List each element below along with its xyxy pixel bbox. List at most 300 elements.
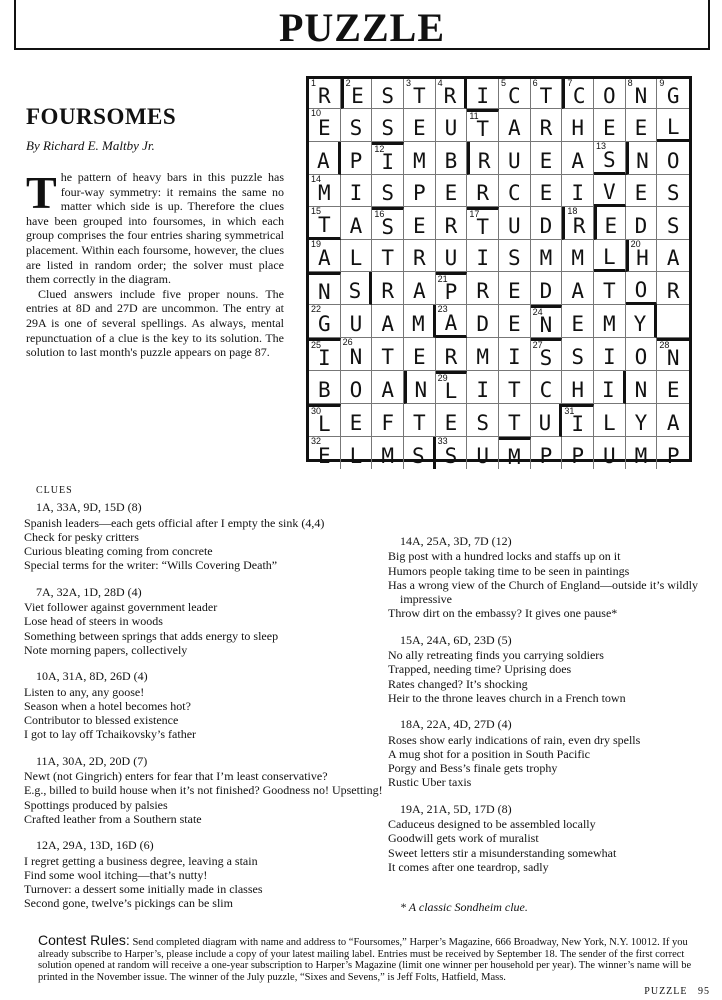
grid-letter: U	[507, 213, 521, 238]
grid-letter: R	[444, 213, 458, 238]
clue-number: 7	[567, 78, 573, 88]
footnote: * A classic Sondheim clue.	[400, 900, 528, 914]
grid-letter: S	[348, 278, 362, 303]
grid-letter: E	[539, 148, 553, 173]
clue-number: 24	[532, 307, 543, 317]
grid-cell	[372, 79, 404, 109]
grid-cell	[404, 272, 436, 305]
grid-letter: E	[666, 377, 680, 402]
clue-number: 11	[469, 111, 479, 121]
grid-letter: S	[381, 84, 394, 108]
grid-letter: A	[571, 278, 584, 303]
clue-group-ids: 1A, 33A, 9D, 15D (8)	[36, 500, 142, 515]
grid-cell	[562, 338, 594, 371]
grid-letter: R	[412, 246, 426, 270]
clue-text: Contributor to blessed existence	[24, 713, 179, 728]
clue-text: Newt (not Gingrich) enters for fear that I’m least conservative?	[24, 769, 328, 784]
grid-cell	[531, 371, 563, 404]
clue-text: Spanish leaders—each gets official after I empty the sink (4,4)	[24, 515, 325, 530]
grid-letter: S	[444, 443, 458, 468]
grid-cell	[499, 371, 531, 404]
intro-column	[26, 104, 284, 360]
clue-group	[388, 534, 700, 621]
clue-text: Humors people taking time to be seen in paintings	[388, 563, 630, 578]
grid-cell	[372, 272, 404, 305]
grid-letter: I	[571, 181, 584, 205]
grid-letter: R	[539, 115, 553, 140]
grid-cell	[562, 272, 594, 305]
grid-letter: N	[318, 280, 331, 304]
contest-rules-label: Contest Rules:	[38, 932, 130, 948]
clue-number: 13	[595, 141, 606, 151]
grid-cell	[309, 207, 341, 240]
grid-letter: S	[381, 115, 394, 140]
grid-letter: R	[318, 84, 331, 108]
grid-cell	[436, 175, 468, 207]
grid-cell	[626, 437, 658, 469]
grid-letter: R	[444, 344, 458, 369]
grid-letter: E	[604, 213, 618, 238]
grid-cell	[467, 79, 499, 109]
grid-letter: A	[444, 310, 458, 335]
grid-letter: A	[412, 278, 426, 303]
clue-group-ids: 11A, 30A, 2D, 20D (7)	[36, 753, 148, 768]
grid-cell	[309, 371, 341, 404]
grid-cell	[626, 109, 658, 142]
grid-cell	[404, 142, 436, 175]
grid-letter: M	[507, 445, 521, 469]
grid-cell	[467, 371, 499, 404]
clue-number: 4	[437, 78, 443, 88]
clue-text: Heir to the throne leaves church in a French town	[388, 690, 626, 705]
grid-cell	[562, 79, 594, 109]
grid-letter: U	[444, 246, 458, 270]
grid-letter: S	[666, 213, 680, 238]
clue-group-ids: 12A, 29A, 13D, 16D (6)	[36, 838, 154, 853]
grid-cell	[531, 79, 563, 109]
grid-cell	[309, 79, 341, 109]
grid-letter: E	[412, 115, 426, 140]
clue-number: 18	[567, 206, 578, 216]
grid-cell	[436, 207, 468, 240]
grid-letter: L	[349, 246, 363, 270]
grid-letter: T	[412, 410, 426, 435]
grid-letter: I	[476, 246, 489, 270]
grid-letter: I	[318, 346, 331, 370]
grid-letter: U	[444, 115, 458, 140]
grid-cell	[657, 175, 689, 207]
grid-cell	[341, 305, 373, 338]
clue-number: 26	[342, 337, 353, 347]
grid-letter: E	[412, 344, 426, 369]
grid-letter: A	[666, 410, 680, 435]
page-footer	[644, 986, 710, 997]
grid-cell	[467, 305, 499, 338]
grid-letter: U	[507, 148, 521, 173]
clue-number: 15	[311, 206, 322, 216]
grid-cell	[531, 240, 563, 272]
grid-letter: Y	[634, 410, 648, 435]
grid-cell	[626, 79, 658, 109]
clue-text: Turnover: a dessert some initially made in classes	[24, 882, 263, 897]
grid-letter: E	[507, 311, 521, 336]
grid-letter: T	[476, 117, 489, 141]
grid-cell	[436, 338, 468, 371]
grid-cell	[531, 175, 563, 207]
grid-letter: A	[349, 213, 363, 238]
grid-cell	[341, 79, 373, 109]
grid-cell	[467, 272, 499, 305]
grid-cell	[499, 272, 531, 305]
grid-cell	[531, 404, 563, 437]
grid-letter: L	[666, 114, 680, 139]
grid-cell	[436, 79, 468, 109]
crossword-grid	[306, 76, 692, 469]
grid-letter: E	[507, 278, 521, 303]
grid-cell	[436, 142, 468, 175]
grid-letter: L	[349, 443, 363, 468]
grid-cell	[594, 207, 626, 240]
grid-cell	[341, 109, 373, 142]
grid-cell	[657, 272, 689, 305]
grid-cell	[657, 142, 689, 175]
grid-letter: I	[507, 344, 521, 369]
grid-letter: L	[444, 379, 458, 403]
clue-group	[388, 717, 700, 790]
grid-letter: N	[666, 346, 680, 370]
clue-number: 32	[311, 436, 322, 446]
grid-cell	[499, 240, 531, 272]
grid-letter: R	[381, 278, 394, 303]
grid-letter: B	[318, 377, 331, 402]
clue-text: Curious bleating coming from concrete	[24, 544, 213, 559]
grid-letter: U	[476, 443, 489, 468]
grid-cell	[657, 79, 689, 109]
clue-group	[24, 584, 396, 657]
clue-text: Goodwill gets work of muralist	[388, 831, 539, 846]
grid-letter: I	[349, 181, 363, 205]
grid-letter: S	[411, 443, 425, 468]
clue-number: 27	[532, 340, 543, 350]
grid-cell	[594, 305, 626, 338]
clue-text: Second gone, twelve’s pickings can be slim	[24, 896, 233, 911]
grid-cell	[467, 437, 499, 469]
clue-text: Listen to any, any goose!	[24, 684, 145, 699]
grid-letter: S	[381, 181, 394, 205]
grid-cell	[372, 142, 404, 175]
clue-text: Viet follower against government leader	[24, 600, 218, 615]
grid-cell	[499, 175, 531, 207]
grid-cell	[562, 175, 594, 207]
grid-letter: P	[539, 443, 553, 468]
grid-letter: P	[444, 280, 458, 304]
grid-cell	[531, 305, 563, 338]
grid-letter: E	[318, 443, 331, 468]
grid-letter: E	[412, 213, 426, 238]
clue-number: 33	[437, 436, 448, 446]
grid-cell	[531, 207, 563, 240]
grid-cell	[467, 207, 499, 240]
grid-letter: A	[571, 148, 584, 173]
grid-letter: H	[636, 246, 649, 270]
grid-letter: M	[571, 246, 584, 270]
grid-cell	[404, 79, 436, 109]
clue-number: 2	[345, 78, 351, 88]
grid-letter: S	[539, 346, 553, 370]
grid-cell	[499, 305, 531, 338]
clue-number: 17	[469, 209, 480, 219]
grid-letter: T	[507, 377, 521, 402]
clues-right-column	[388, 534, 700, 886]
grid-letter: D	[539, 278, 553, 303]
grid-letter: A	[507, 115, 521, 140]
grid-cell	[436, 404, 468, 437]
grid-letter: T	[539, 84, 553, 108]
grid-letter: E	[444, 181, 458, 205]
puzzle-title: FOURSOMES	[26, 104, 177, 129]
grid-cell	[436, 437, 468, 469]
drop-cap: T	[26, 167, 57, 218]
grid-cell	[309, 240, 341, 272]
grid-cell	[562, 404, 594, 437]
clue-number: 30	[311, 406, 322, 416]
grid-letter: T	[507, 410, 521, 435]
clue-text: It comes after one teardrop, sadly	[388, 859, 549, 874]
grid-cell	[531, 338, 563, 371]
clue-group-ids: 15A, 24A, 6D, 23D (5)	[400, 632, 512, 647]
grid-cell	[594, 272, 626, 305]
grid-letter: C	[507, 181, 521, 205]
grid-letter: C	[572, 84, 586, 108]
clue-number: 28	[659, 340, 670, 350]
grid-cell	[372, 371, 404, 404]
byline: By Richard E. Maltby Jr.	[26, 138, 155, 153]
grid-letter: L	[318, 412, 331, 436]
grid-letter: E	[444, 410, 458, 435]
grid-letter: R	[666, 278, 680, 303]
clue-group-ids: 18A, 22A, 4D, 27D (4)	[400, 717, 512, 732]
grid-cell	[657, 240, 689, 272]
grid-cell	[626, 305, 658, 338]
grid-cell	[626, 272, 658, 305]
clue-text: Special terms for the writer: “Wills Covering Death”	[24, 558, 278, 573]
grid-cell	[562, 305, 594, 338]
grid-cell	[341, 272, 373, 305]
clue-number: 31	[564, 406, 575, 416]
grid-letter: D	[476, 311, 489, 336]
clue-text: Throw dirt on the embassy? It gives one pause*	[388, 606, 618, 621]
clue-text: Crafted leather from a Southern state	[24, 811, 202, 826]
grid-cell	[404, 371, 436, 404]
grid-cell	[372, 240, 404, 272]
clue-group	[388, 632, 700, 705]
intro-text	[26, 167, 284, 360]
clues-label: CLUES	[36, 485, 73, 496]
grid-cell	[309, 338, 341, 371]
grid-cell	[341, 175, 373, 207]
grid-cell	[562, 109, 594, 142]
grid-cell	[467, 142, 499, 175]
clue-number: 12	[374, 144, 385, 154]
grid-cell	[404, 109, 436, 142]
grid-letter: N	[636, 148, 649, 173]
clue-group-ids: 10A, 31A, 8D, 26D (4)	[36, 669, 148, 684]
grid-letter: E	[634, 181, 648, 205]
clue-group	[24, 838, 396, 911]
grid-letter: R	[443, 84, 457, 108]
grid-cell	[499, 142, 531, 175]
grid-letter: U	[349, 311, 363, 336]
grid-letter: S	[476, 410, 489, 435]
clue-text: Find some wool itching—that’s nutty!	[24, 867, 208, 882]
grid-cell	[309, 109, 341, 142]
grid-letter: N	[634, 377, 648, 402]
grid-letter: E	[602, 115, 616, 140]
grid-cell	[594, 437, 626, 469]
clue-group	[24, 669, 396, 742]
page-title: PUZZLE	[278, 5, 446, 50]
grid-letter: M	[412, 148, 426, 173]
grid-letter: S	[381, 215, 394, 239]
clue-text: Season when a hotel becomes hot?	[24, 698, 191, 713]
grid-cell	[657, 437, 689, 469]
grid-cell	[594, 142, 626, 175]
grid-cell	[436, 371, 468, 404]
grid-cell	[657, 338, 689, 371]
grid-cell	[562, 437, 594, 469]
grid-letter: M	[381, 443, 394, 468]
grid-letter: N	[539, 313, 553, 337]
grid-cell	[562, 142, 594, 175]
clue-text: Has a wrong view of the Church of England—outside it’s wildly impressive	[388, 577, 698, 607]
grid-letter: S	[349, 115, 363, 140]
grid-cell	[594, 338, 626, 371]
grid-letter: M	[602, 311, 616, 336]
grid-cell	[372, 109, 404, 142]
grid-cell	[467, 404, 499, 437]
grid-cell	[499, 437, 531, 469]
page-header	[14, 0, 710, 50]
grid-letter: C	[507, 84, 521, 108]
grid-letter: C	[539, 377, 553, 402]
grid-letter: R	[477, 148, 491, 173]
grid-cell	[372, 338, 404, 371]
contest-rules-text: Send completed diagram with name and address to “Foursomes,” Harper’s Magazine, 666 Broadway, New York, N.Y. 10012. If you already subscribe to Harper’s, please include a copy of your latest mailing label. Entries must be received by September 18. The sender of the first correct solution opened at random will receive a one-year subscription to Harper’s Magazine (limit one winner per household per year). The winner’s name will be printed in the November issue. The winner of the July puzzle, “Sixes and Sevens,” is Jeff Folts, Hatfield, Mass.	[38, 937, 692, 983]
grid-cell	[404, 175, 436, 207]
grid-cell	[594, 79, 626, 109]
clue-text: Porgy and Bess’s finale gets trophy	[388, 761, 558, 776]
grid-letter: O	[634, 344, 648, 369]
grid-letter: F	[381, 410, 394, 435]
grid-cell	[657, 305, 689, 338]
grid-letter: S	[507, 246, 521, 270]
clue-text: Roses show early indications of rain, even dry spells	[388, 732, 641, 747]
clue-group	[24, 753, 396, 826]
grid-cell	[562, 207, 594, 240]
clue-text: Trapped, needing time? Uprising does	[388, 662, 572, 677]
grid-letter: M	[318, 181, 331, 205]
grid-letter: L	[602, 245, 616, 269]
grid-letter: P	[666, 443, 680, 468]
clue-number: 19	[311, 239, 322, 249]
grid-letter: G	[666, 84, 680, 108]
clue-number: 25	[311, 340, 322, 350]
clue-number: 21	[437, 274, 448, 284]
grid-cell	[404, 305, 436, 338]
grid-letter: M	[411, 311, 425, 336]
grid-cell	[467, 109, 499, 142]
grid-letter: E	[351, 84, 364, 108]
grid-cell	[499, 79, 531, 109]
grid-letter: I	[381, 150, 394, 174]
grid-cell	[594, 371, 626, 404]
grid-letter: T	[318, 212, 331, 237]
grid-cell	[436, 240, 468, 272]
grid-letter: D	[539, 213, 553, 238]
page-number: 95	[698, 986, 710, 997]
grid-cell	[341, 142, 373, 175]
intro-paragraph-2: Clued answers include five proper nouns. The entries at 8D and 27D are uncommon. The entry at 29A is one of several spellings. As always, mental repunctuation of a clue is the key to its solution. The solution to last month's puzzle appears on page 87.	[26, 286, 284, 360]
grid-cell	[404, 240, 436, 272]
grid-cell	[372, 305, 404, 338]
grid-cell	[467, 338, 499, 371]
clue-number: 5	[500, 78, 506, 88]
grid-cell	[594, 109, 626, 142]
grid-cell	[372, 207, 404, 240]
grid-letter: T	[381, 344, 394, 369]
grid-letter: A	[318, 246, 331, 270]
clue-number: 10	[311, 108, 322, 118]
grid-letter: N	[414, 377, 428, 402]
grid-cell	[436, 305, 468, 338]
grid-cell	[531, 142, 563, 175]
clue-number: 22	[311, 304, 322, 314]
intro-paragraph-1	[26, 167, 284, 287]
grid-letter: B	[444, 148, 458, 173]
grid-letter: M	[539, 246, 553, 270]
clues-left-column	[24, 484, 396, 923]
grid-cell	[594, 404, 626, 437]
grid-letter: E	[318, 115, 331, 140]
grid-letter: P	[412, 181, 426, 205]
grid-cell	[499, 338, 531, 371]
grid-cell	[372, 437, 404, 469]
clue-text: Big post with a hundred locks and staffs up on it	[388, 549, 621, 564]
grid-letter: A	[317, 148, 330, 173]
grid-letter: A	[381, 377, 394, 402]
grid-letter: I	[602, 344, 616, 369]
clue-group-ids: 7A, 32A, 1D, 28D (4)	[36, 584, 142, 599]
grid-letter: S	[571, 344, 584, 369]
grid-cell	[341, 338, 373, 371]
grid-cell	[626, 142, 658, 175]
clue-group	[388, 801, 700, 874]
grid-cell	[562, 371, 594, 404]
clue-number: 3	[405, 78, 411, 88]
clue-number: 23	[437, 304, 448, 314]
clue-number: 8	[627, 78, 633, 88]
grid-letter: O	[666, 148, 680, 173]
grid-letter: O	[634, 277, 648, 302]
clue-text: Note morning papers, collectively	[24, 642, 188, 657]
grid-cell	[341, 371, 373, 404]
grid-letter: D	[634, 213, 648, 238]
grid-cell	[309, 142, 341, 175]
grid-letter: I	[476, 84, 489, 108]
grid-letter: U	[602, 443, 616, 468]
grid-cell	[531, 272, 563, 305]
grid-letter: H	[571, 377, 584, 402]
